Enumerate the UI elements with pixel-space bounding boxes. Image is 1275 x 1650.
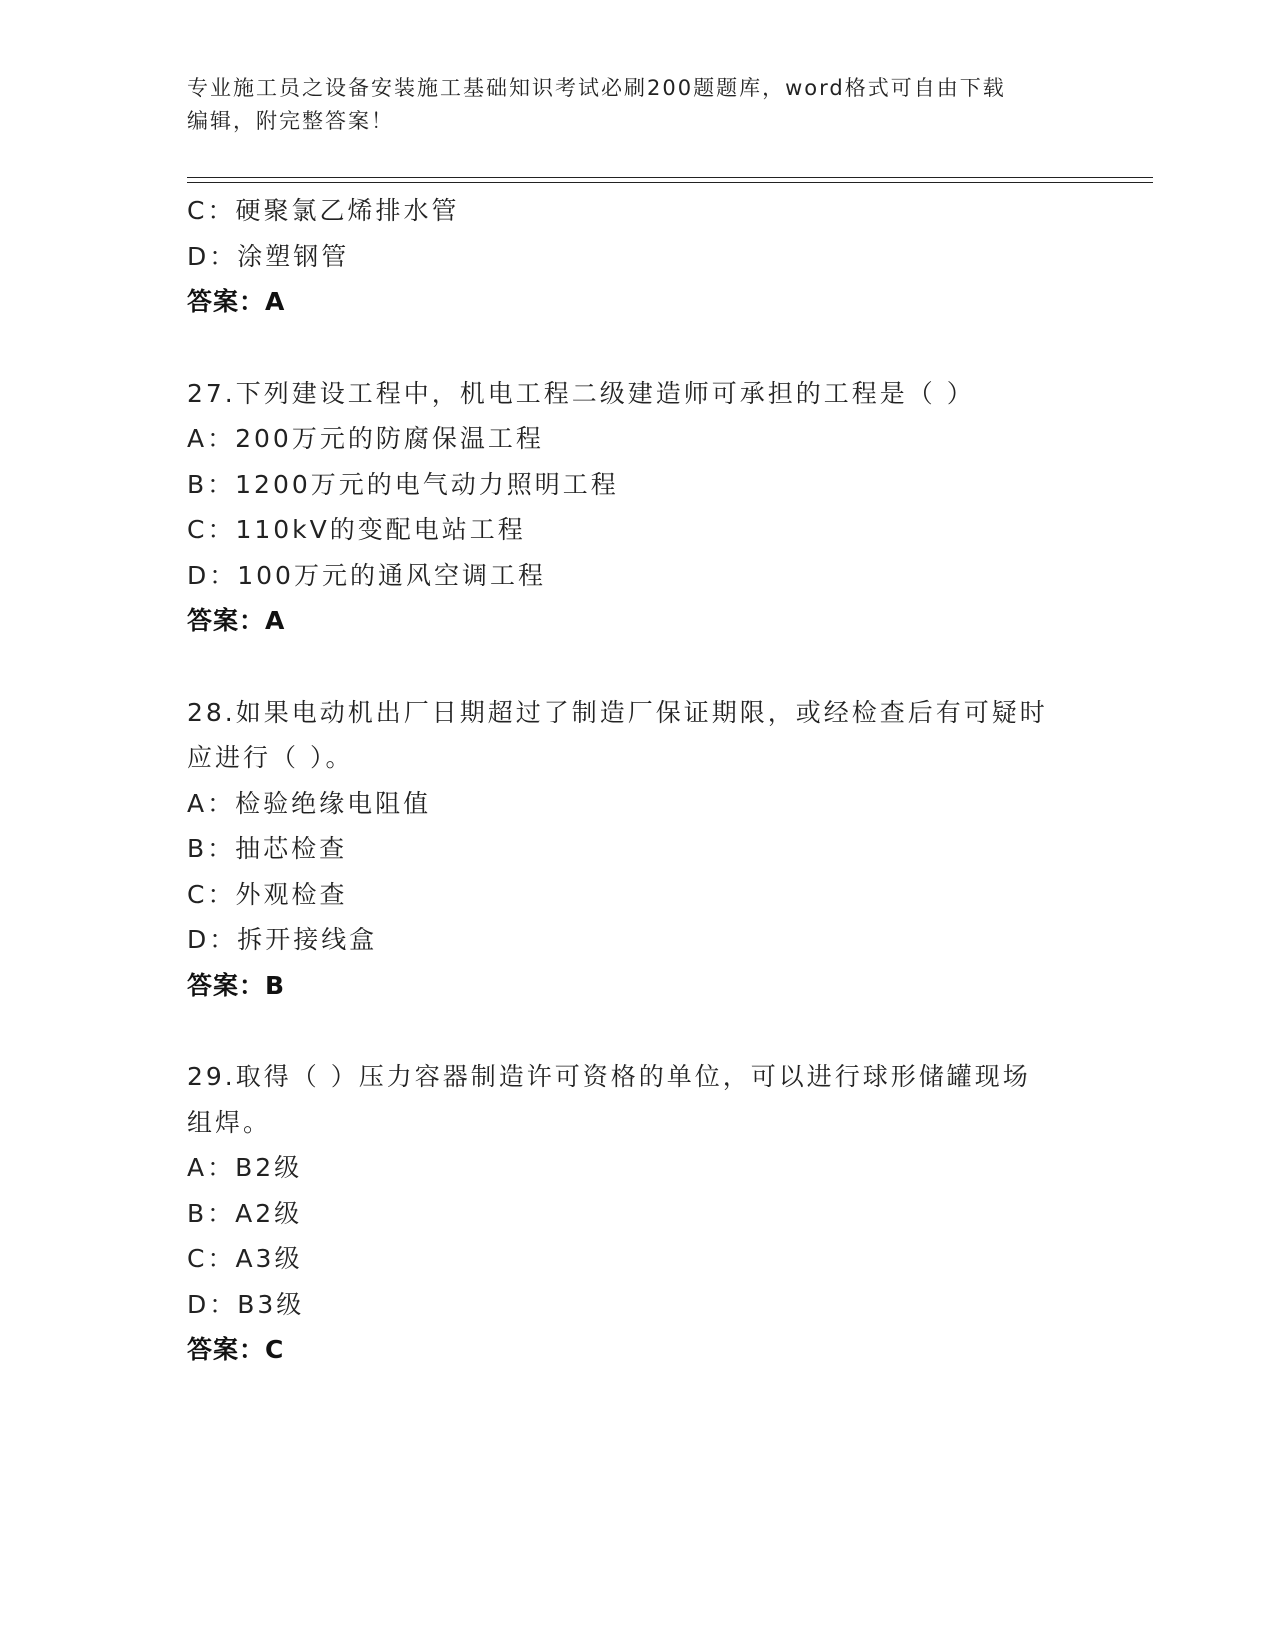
- answer-line: 答案：B: [187, 970, 286, 1000]
- question-list: [187, 188, 1087, 1373]
- option-c: C：外观检查: [187, 879, 348, 909]
- question-stem-line-1: 29.取得（ ）压力容器制造许可资格的单位，可以进行球形储罐现场: [187, 1062, 1031, 1091]
- question-stem: 27.下列建设工程中，机电工程二级建造师可承担的工程是（ ）: [187, 378, 975, 408]
- question-stem-line-2: 应进行（ ）。: [187, 743, 354, 772]
- question-block-27: [187, 371, 1087, 644]
- option-b: B：1200万元的电气动力照明工程: [187, 469, 619, 499]
- option-d: D：涂塑钢管: [187, 241, 350, 271]
- option-c: C：硬聚氯乙烯排水管: [187, 196, 460, 225]
- answer-line: 答案：A: [187, 606, 286, 635]
- answer-line: 答案：A: [187, 287, 286, 316]
- question-block-26: [187, 188, 1087, 325]
- option-d: D：B3级: [187, 1289, 305, 1319]
- header-rule-top: [187, 177, 1153, 178]
- option-c: C：110kV的变配电站工程: [187, 515, 526, 544]
- document-header: [187, 72, 1087, 138]
- question-stem-line-1: 28.如果电动机出厂日期超过了制造厂保证期限，或经检查后有可疑时: [187, 697, 1048, 727]
- option-b: B：A2级: [187, 1198, 303, 1228]
- option-d: D：拆开接线盒: [187, 925, 378, 954]
- header-title-line-2: 编辑，附完整答案！: [187, 109, 394, 133]
- question-block-28: [187, 690, 1087, 1009]
- option-d: D：100万元的通风空调工程: [187, 560, 546, 590]
- question-stem-line-2: 组焊。: [187, 1107, 272, 1137]
- option-a: A：检验绝缘电阻值: [187, 788, 432, 818]
- option-a: A：200万元的防腐保温工程: [187, 424, 544, 453]
- header-rule-bottom: [187, 182, 1153, 183]
- option-c: C：A3级: [187, 1244, 303, 1273]
- option-b: B：抽芯检查: [187, 834, 348, 863]
- option-a: A：B2级: [187, 1153, 303, 1182]
- answer-line: 答案：C: [187, 1335, 285, 1364]
- question-block-29: [187, 1054, 1087, 1373]
- header-title-line-1: 专业施工员之设备安装施工基础知识考试必刷200题题库，word格式可自由下载: [187, 76, 1006, 100]
